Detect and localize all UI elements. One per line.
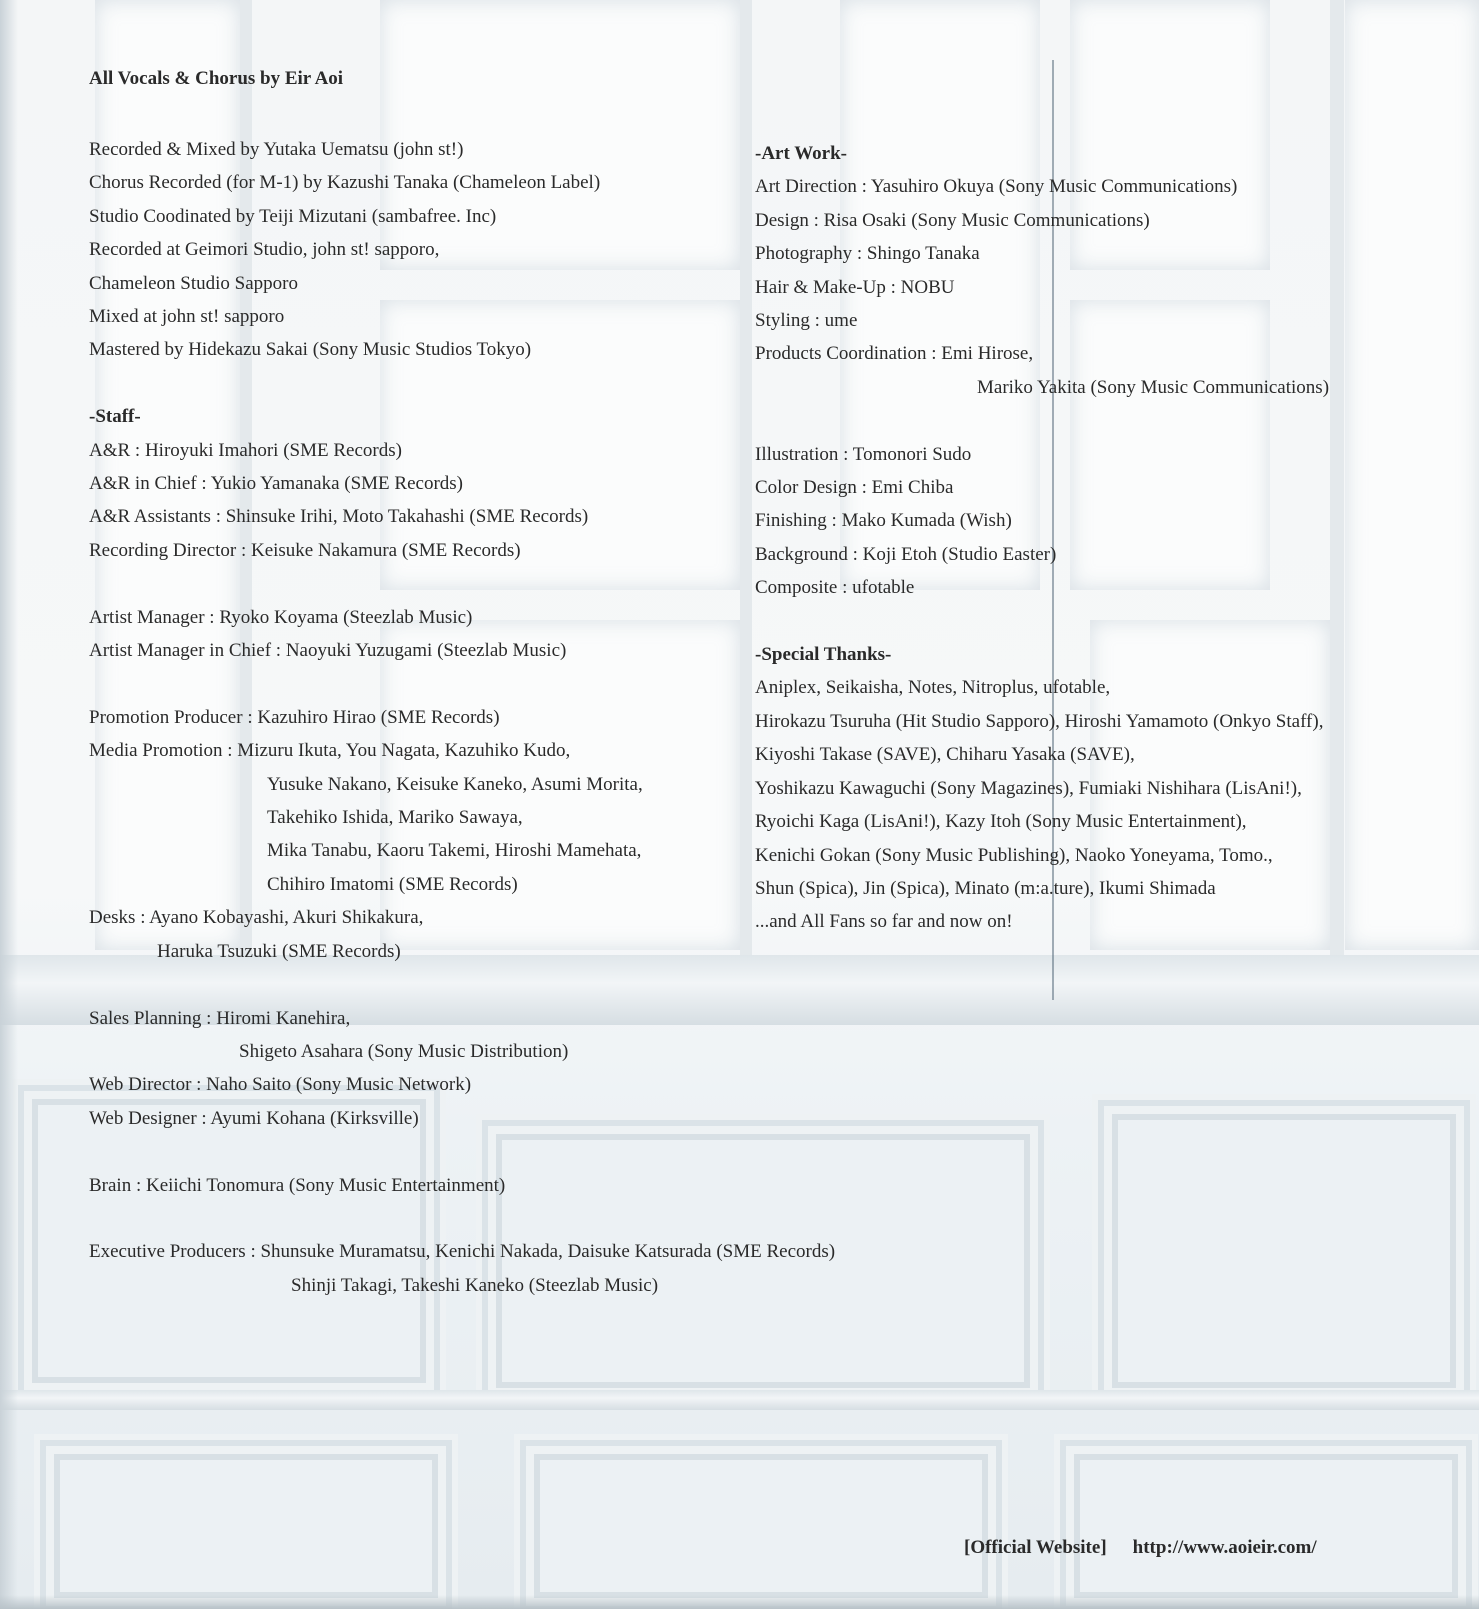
executive-credit-line: Shinji Takagi, Takeshi Kaneko (Steezlab Music) xyxy=(291,1274,659,1296)
lead-credit: All Vocals & Chorus by Eir Aoi xyxy=(89,68,344,89)
artwork-credit-line: Styling : ume xyxy=(755,310,858,332)
staff-heading: -Staff- xyxy=(89,406,141,428)
artwork-credit-line: Photography : Shingo Tanaka xyxy=(755,243,980,265)
recording-credit-line: Recorded at Geimori Studio, john st! sapporo, xyxy=(89,239,440,261)
promotion-credit-line: Haruka Tsuzuki (SME Records) xyxy=(157,940,401,962)
illustration-credit-line: Color Design : Emi Chiba xyxy=(755,477,954,499)
management-credit-line: Artist Manager in Chief : Naoyuki Yuzugami (Steezlab Music) xyxy=(89,640,567,662)
promotion-credit-line: Desks : Ayano Kobayashi, Akuri Shikakura, xyxy=(89,907,424,929)
artwork-credit-line: Art Direction : Yasuhiro Okuya (Sony Music Communications) xyxy=(755,176,1238,198)
promotion-credit-line: Promotion Producer : Kazuhiro Hirao (SME Records) xyxy=(89,706,500,728)
promotion-credit-line: Takehiko Ishida, Mariko Sawaya, xyxy=(267,807,523,829)
illustration-credit-line: Finishing : Mako Kumada (Wish) xyxy=(755,510,1012,532)
staff-credit-line: A&R in Chief : Yukio Yamanaka (SME Records) xyxy=(89,473,463,495)
executive-credit-line: Executive Producers : Shunsuke Muramatsu, Kenichi Nakada, Daisuke Katsurada (SME Records) xyxy=(89,1241,836,1263)
artwork-credit-line: Mariko Yakita (Sony Music Communications) xyxy=(977,376,1330,398)
staff-credit-line: A&R Assistants : Shinsuke Irihi, Moto Takahashi (SME Records) xyxy=(89,506,589,528)
brain-credit-line: Brain : Keiichi Tonomura (Sony Music Entertainment) xyxy=(89,1174,506,1196)
sales-web-credit-line: Web Director : Naho Saito (Sony Music Network) xyxy=(89,1074,472,1096)
sales-web-credit-line: Sales Planning : Hiromi Kanehira, xyxy=(89,1007,351,1029)
artwork-credit-line: Hair & Make-Up : NOBU xyxy=(755,276,955,298)
illustration-credit-line: Illustration : Tomonori Sudo xyxy=(755,443,972,465)
illustration-credit-line: Background : Koji Etoh (Studio Easter) xyxy=(755,543,1057,565)
sales-web-credit-line: Web Designer : Ayumi Kohana (Kirksville) xyxy=(89,1107,419,1129)
management-credit-line: Artist Manager : Ryoko Koyama (Steezlab Music) xyxy=(89,606,473,628)
staff-credit-line: A&R : Hiroyuki Imahori (SME Records) xyxy=(89,439,402,461)
right-credits-column xyxy=(755,137,1329,939)
thanks-line: Hirokazu Tsuruha (Hit Studio Sapporo), Hiroshi Yamamoto (Onkyo Staff), xyxy=(755,710,1324,732)
promotion-credit-line: Chihiro Imatomi (SME Records) xyxy=(267,873,518,895)
thanks-line: Shun (Spica), Jin (Spica), Minato (m:a.ture), Ikumi Shimada xyxy=(755,877,1216,899)
promotion-credit-line: Mika Tanabu, Kaoru Takemi, Hiroshi Mamehata, xyxy=(267,840,642,862)
artwork-credit-line: Design : Risa Osaki (Sony Music Communications) xyxy=(755,209,1150,231)
thanks-line: Kenichi Gokan (Sony Music Publishing), Naoko Yoneyama, Tomo., xyxy=(755,844,1273,866)
illustration-credit-line: Composite : ufotable xyxy=(755,577,915,599)
staff-credit-line: Recording Director : Keisuke Nakamura (SME Records) xyxy=(89,539,521,561)
recording-credit-line: Studio Coodinated by Teiji Mizutani (sambafree. Inc) xyxy=(89,205,497,227)
recording-credit-line: Chameleon Studio Sapporo xyxy=(89,272,298,294)
thanks-line: Kiyoshi Takase (SAVE), Chiharu Yasaka (SAVE), xyxy=(755,744,1135,766)
official-website-label: [Official Website] xyxy=(964,1537,1107,1558)
thanks-line: ...and All Fans so far and now on! xyxy=(755,911,1013,933)
thanks-line: Yoshikazu Kawaguchi (Sony Magazines), Fumiaki Nishihara (LisAni!), xyxy=(755,777,1302,799)
recording-credit-line: Recorded & Mixed by Yutaka Uematsu (john st!) xyxy=(89,139,464,160)
thanks-line: Ryoichi Kaga (LisAni!), Kazy Itoh (Sony Music Entertainment), xyxy=(755,811,1247,833)
artwork-credit-line: Products Coordination : Emi Hirose, xyxy=(755,343,1034,365)
thanks-line: Aniplex, Seikaisha, Notes, Nitroplus, ufotable, xyxy=(755,677,1111,699)
sales-web-credit-line: Shigeto Asahara (Sony Music Distribution) xyxy=(239,1040,569,1062)
recording-credit-line: Chorus Recorded (for M-1) by Kazushi Tanaka (Chameleon Label) xyxy=(89,172,601,194)
official-website-footer xyxy=(964,1537,1343,1559)
recording-credit-line: Mastered by Hidekazu Sakai (Sony Music Studios Tokyo) xyxy=(89,339,532,361)
recording-credit-line: Mixed at john st! sapporo xyxy=(89,306,285,328)
official-website-url[interactable]: http://www.aoieir.com/ xyxy=(1132,1537,1317,1558)
left-credits-column xyxy=(89,133,835,1302)
promotion-credit-line: Yusuke Nakano, Keisuke Kaneko, Asumi Morita, xyxy=(267,773,643,795)
artwork-heading: -Art Work- xyxy=(755,143,847,164)
promotion-credit-line: Media Promotion : Mizuru Ikuta, You Nagata, Kazuhiko Kudo, xyxy=(89,740,571,762)
special-thanks-heading: -Special Thanks- xyxy=(755,644,892,666)
